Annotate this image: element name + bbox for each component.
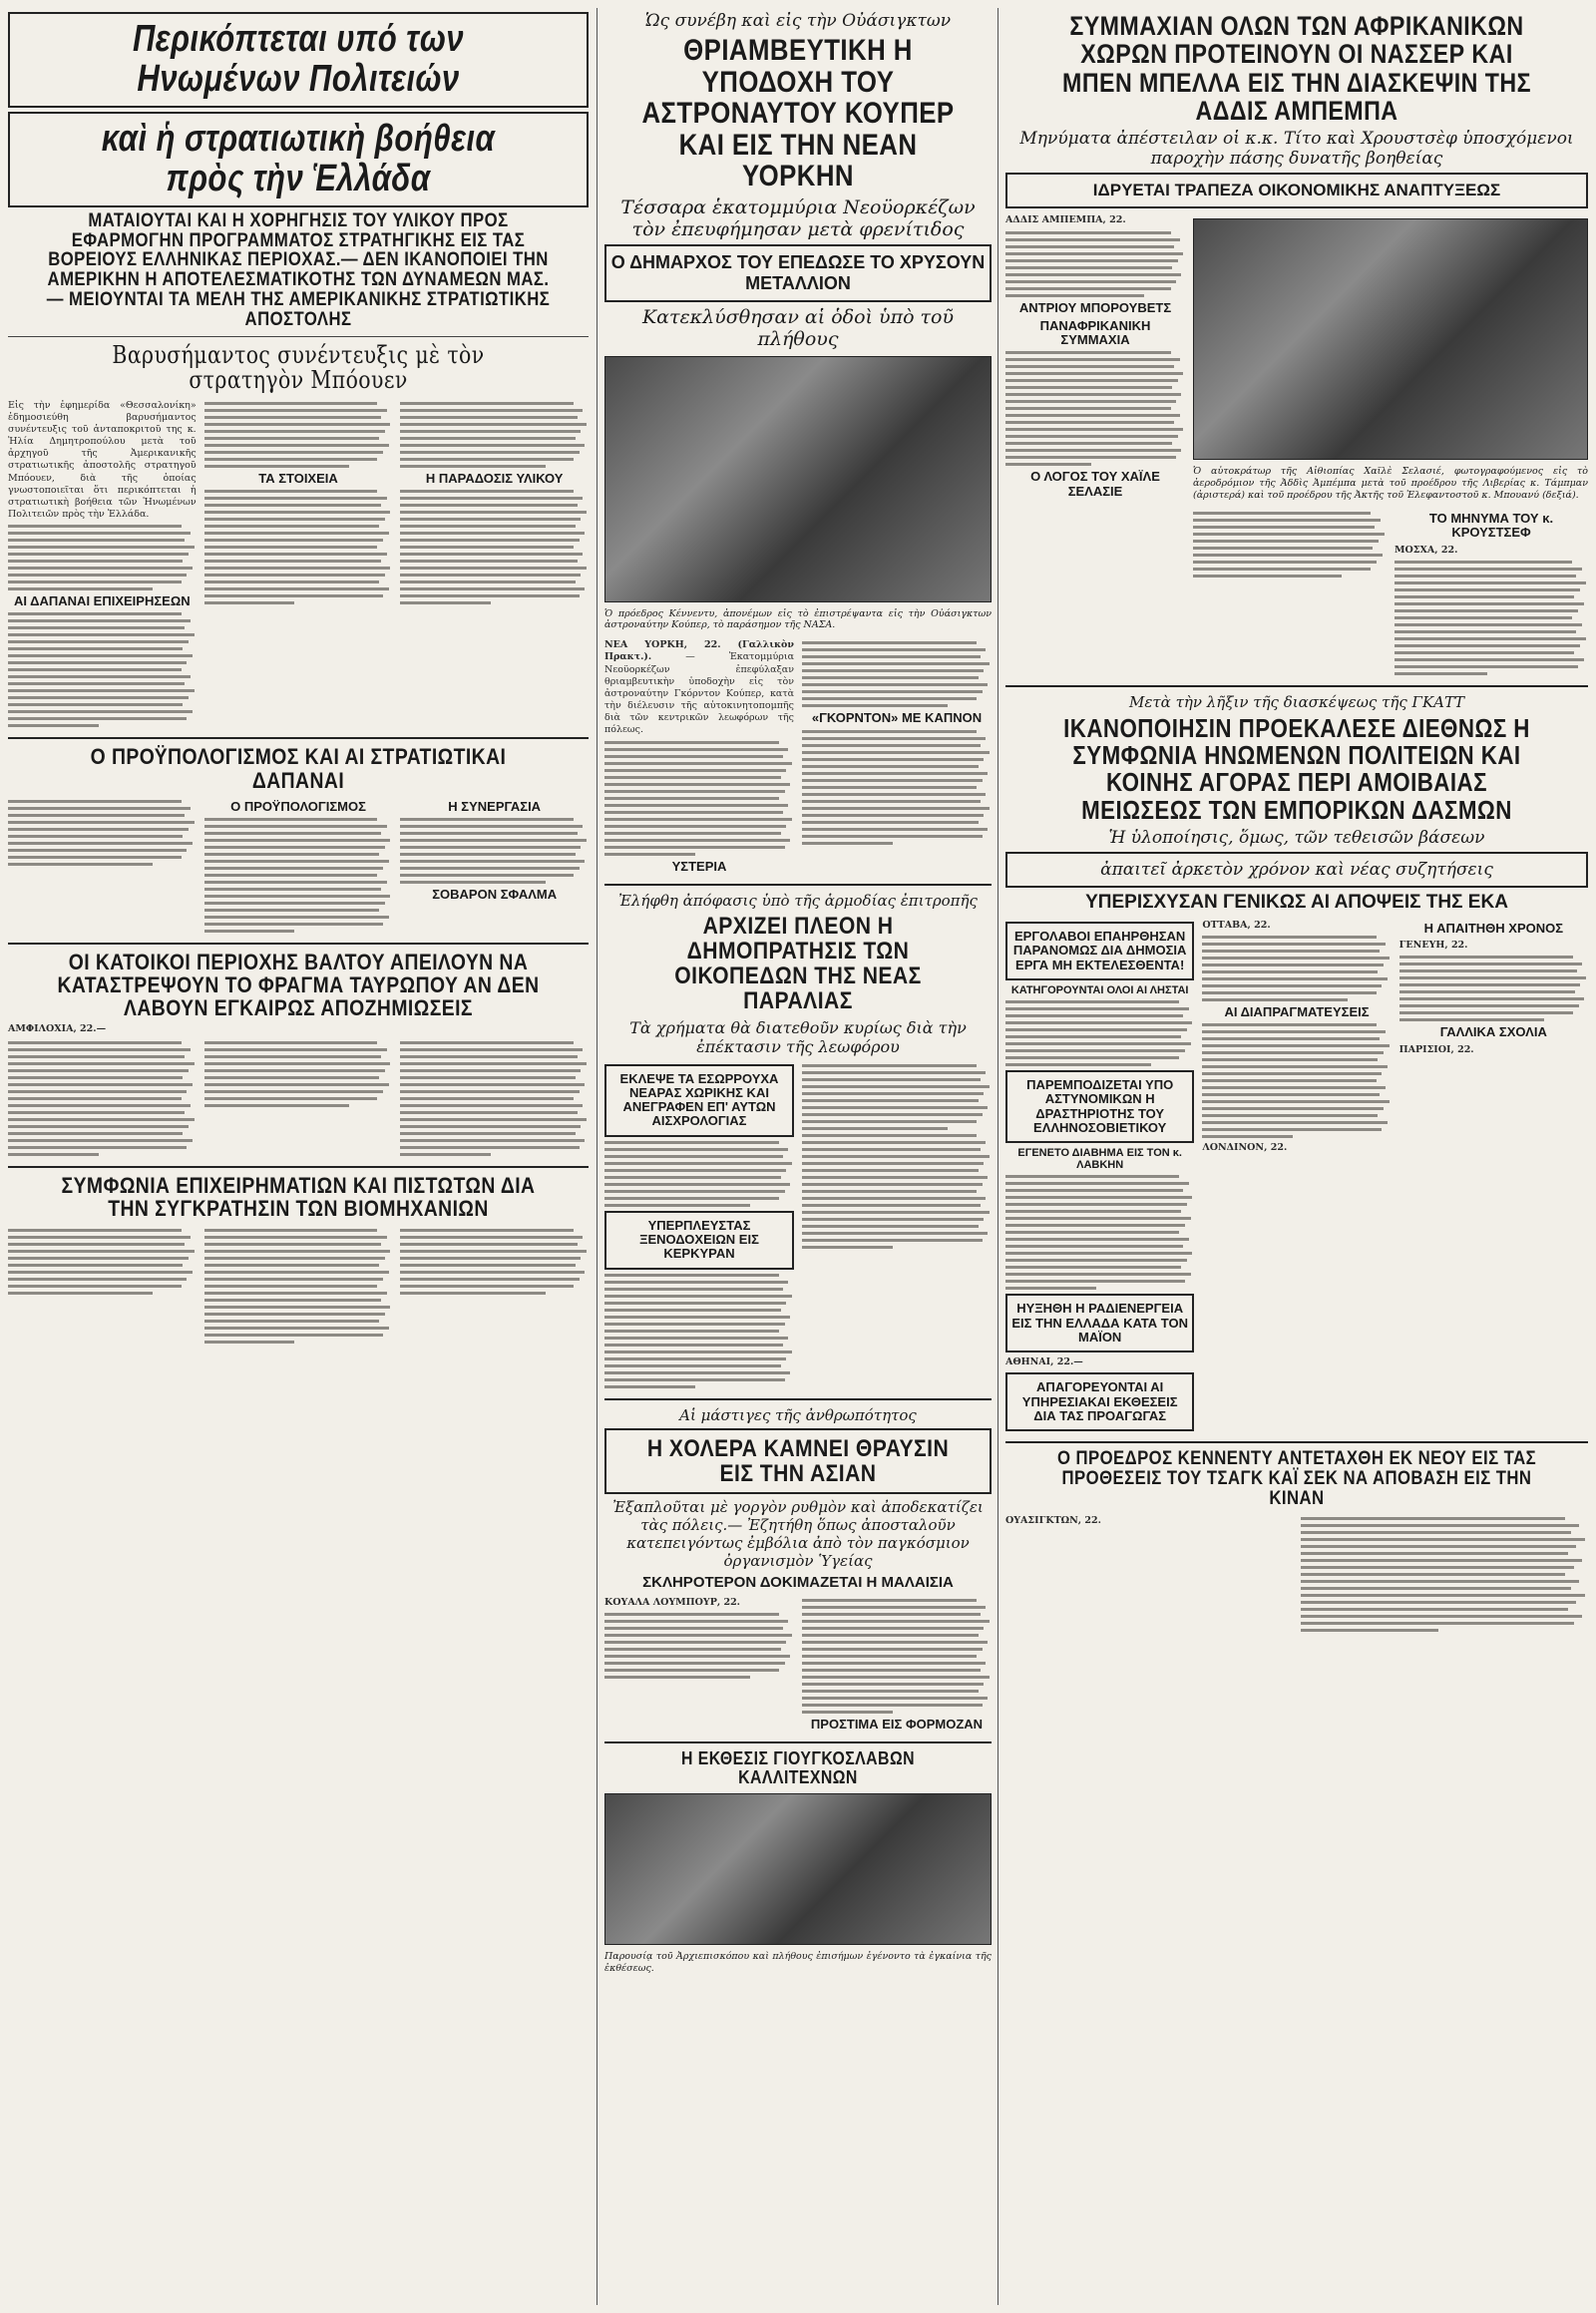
africa-headline: ΣΥΜΜΑΧΙΑΝ ΟΛΩΝ ΤΩΝ ΑΦΡΙΚΑΝΙΚΩΝ ΧΩΡΩΝ ΠΡΟΤΕΙΝΟΥΝ ΟΙ ΝΑΣΣΕΡ ΚΑΙ ΜΠΕΝ ΜΠΕΛΛΑ ΕΙΣ ΤΗΝ ΔΙΑΣΚΕΨΙΝ ΤΗΣ ΑΔΔΙΣ ΑΜΠΕΜΠΑ — [1062, 11, 1531, 127]
main-headline-box-2 — [8, 112, 589, 207]
section-head: Ο ΠΡΟΫΠΟΛΟΓΙΣΜΟΣ — [230, 798, 366, 814]
section-head: ΤΑ ΣΤΟΙΧΕΙΑ — [258, 470, 338, 486]
athens-dateline: ΑΘΗΝΑΙ, 22.— — [1005, 1356, 1083, 1368]
valtos-dateline: ΑΜΦΙΛΟΧΙΑ, 22.— — [8, 1023, 107, 1035]
article-body-filler — [400, 402, 589, 468]
article-body-filler — [604, 1613, 794, 1679]
article-body-filler — [8, 525, 197, 590]
section-head: ΑΝΤΡΙΟΥ ΜΠΟΡΟΥΒΕΤΣ — [1018, 299, 1172, 315]
article-body-filler — [604, 1141, 794, 1207]
section-head: ΕΓΕΝΕΤΟ ΔΙΑΒΗΜΑ ΕΙΣ ΤΟΝ κ. ΛΑΒΚΗΝ — [1017, 1147, 1182, 1172]
article-body-filler — [1005, 351, 1185, 466]
article-body-filler — [802, 1134, 992, 1249]
gatt-kicker: Μετὰ τὴν λῆξιν τῆς διασκέψεως τῆς ΓΚΑΤΤ — [1128, 692, 1465, 711]
cholera-sub: Ἐξαπλοῦται μὲ γοργὸν ρυθμὸν καὶ ἀποδεκατίζει τὰς πόλεις.— Ἐζητήθη ὅπως ἀποσταλοῦν κατεπειγόντως ἐμβόλια ἀπὸ τὸν παγκόσμιον ὀργανισμὸν Ὑγείας — [612, 1498, 984, 1570]
box-headline: ΥΠΕΡΠΛΕΥΣΤΑΣ ΞΕΝΟΔΟΧΕΙΩΝ ΕΙΣ ΚΕΡΚΥΡΑΝ — [639, 1217, 759, 1262]
divider — [8, 737, 589, 739]
box-headline: ΑΠΑΓΟΡΕΥΟΝΤΑΙ ΑΙ ΥΠΗΡΕΣΙΑΚΑΙ ΕΚΘΕΣΕΙΣ ΔΙΑ ΤΑΣ ΠΡΟΑΓΩΓΑΣ — [1021, 1379, 1178, 1423]
section-head: ΚΑΤΗΓΟΡΟΥΝΤΑΙ ΟΛΟΙ ΑΙ ΛΗΣΤΑΙ — [1010, 983, 1189, 996]
cooper-sub2: Ο ΔΗΜΑΡΧΟΣ ΤΟΥ ΕΠΕΔΩΣΕ ΤΟ ΧΡΥΣΟΥΝ ΜΕΤΑΛΛΙΟΝ — [610, 251, 986, 293]
exhibit-headline: Η ΕΚΘΕΣΙΣ ΓΙΟΥΓΚΟΣΛΑΒΩΝ ΚΑΛΛΙΤΕΧΝΩΝ — [681, 1748, 915, 1788]
divider — [604, 884, 992, 886]
section-head: ΤΟ ΜΗΝΥΜΑ ΤΟΥ κ. ΚΡΟΥΣΤΣΕΦ — [1428, 511, 1554, 541]
main-headline-line2: καὶ ἡ στρατιωτικὴ βοήθεια πρὸς τὴν Ἑλλάδα — [101, 117, 496, 199]
article-body-filler — [8, 1229, 197, 1295]
article-body-filler — [8, 612, 197, 727]
section-head: «ΓΚΟΡΝΤΟΝ» ΜΕ ΚΑΠΝΟΝ — [811, 710, 983, 726]
africa-sub2: ΙΔΡΥΕΤΑΙ ΤΡΑΠΕΖΑ ΟΙΚΟΝΟΜΙΚΗΣ ΑΝΑΠΤΥΞΕΩΣ — [1092, 181, 1501, 200]
section-head: Η ΑΠΑΙΤΗΘΗ ΧΡΟΝΟΣ — [1423, 920, 1564, 936]
selassie-caption: Ὁ αὐτοκράτωρ τῆς Αἰθιοπίας Χαϊλὲ Σελασιέ, φωτογραφούμενος εἰς τὸ ἀεροδρόμιον τῆς Ἀδδὶς Ἀμπέμπα μετὰ τοῦ προέδρου τῆς Λιβερίας κ. Τάμπμαν (ἀριστερά) καὶ τοῦ προέδρου τῆς Ἀκτῆς τοῦ Ἐλεφαντοστοῦ κ. Μπουανύ (δεξιά). — [1193, 466, 1588, 502]
section-head: Η ΣΥΝΕΡΓΑΣΙΑ — [448, 798, 542, 814]
moscow-dateline: ΜΟΣΧΑ, 22. — [1395, 544, 1458, 556]
section-head: ΥΣΤΕΡΙΑ — [671, 858, 727, 874]
section-head: ΠΑΝΑΦΡΙΚΑΝΙΚΗ ΣΥΜΜΑΧΙΑ — [1039, 317, 1151, 348]
article-body-filler — [204, 1229, 393, 1344]
gatt-sub3: ΥΠΕΡΙΣΧΥΣΑΝ ΓΕΝΙΚΩΣ ΑΙ ΑΠΟΨΕΙΣ ΤΗΣ ΕΚΑ — [1085, 891, 1508, 913]
article-body-filler — [1005, 1000, 1194, 1066]
article-body-filler — [604, 1274, 794, 1388]
divider — [1005, 1441, 1588, 1443]
section-head: Η ΠΑΡΑΔΟΣΙΣ ΥΛΙΚΟΥ — [425, 470, 564, 486]
main-headline-box — [8, 12, 589, 108]
ottawa-dateline: ΟΤΤΑΒΑ, 22. — [1202, 919, 1271, 931]
africa-subcolumns — [1193, 508, 1588, 679]
article-body-filler — [1202, 1023, 1391, 1138]
kennedy-dateline: ΟΥΑΣΙΓΚΤΩΝ, 22. — [1005, 1515, 1101, 1527]
article-body-filler — [204, 818, 393, 933]
africa-columns — [1005, 212, 1588, 678]
article-body-filler — [1193, 512, 1387, 578]
kennedy-headline: Ο ΠΡΟΕΔΡΟΣ ΚΕΝΝΕΝΤΥ ΑΝΤΕΤΑΧΘΗ ΕΚ ΝΕΟΥ ΕΙΣ ΤΑΣ ΠΡΟΘΕΣΕΙΣ ΤΟΥ ΤΣΑΓΚ ΚΑΪ ΣΕΚ ΝΑ ΑΠΟΒΑΣΗ ΕΙΣ ΤΗΝ ΚΙΝΑΝ — [1056, 1448, 1537, 1510]
column-middle — [604, 8, 992, 1981]
section-head: ΣΟΒΑΡΟΝ ΣΦΑΛΜΑ — [432, 886, 558, 902]
budget-columns — [8, 796, 589, 937]
cooper-columns — [604, 637, 992, 878]
budget-headline: Ο ΠΡΟΫΠΟΛΟΓΙΣΜΟΣ ΚΑΙ ΑΙ ΣΤΡΑΤΙΩΤΙΚΑΙ ΔΑΠΑΝΑΙ — [90, 744, 507, 793]
section-head: ΓΑΛΛΙΚΑ ΣΧΟΛΙΑ — [1439, 1024, 1547, 1040]
exhibit-photo — [604, 1793, 992, 1945]
gatt-headline: ΙΚΑΝΟΠΟΙΗΣΙΝ ΠΡΟΕΚΑΛΕΣΕ ΔΙΕΘΝΩΣ Η ΣΥΜΦΩΝΙΑ ΗΝΩΜΕΝΩΝ ΠΟΛΙΤΕΙΩΝ ΚΑΙ ΚΟΙΝΗΣ ΑΓΟΡΑΣ ΠΕΡΙ ΑΜΟΙΒΑΙΑΣ ΜΕΙΩΣΕΩΣ ΤΩΝ ΕΜΠΟΡΙΚΩΝ ΔΑΣΜΩΝ — [1063, 712, 1530, 825]
article-body-filler — [802, 730, 992, 845]
article-body-filler — [400, 490, 589, 604]
section-head: ΑΙ ΔΑΠΑΝΑΙ ΕΠΙΧΕΙΡΗΣΕΩΝ — [14, 593, 191, 609]
divider — [8, 943, 589, 945]
cooper-body: ΝΕΑ ΥΟΡΚΗ, 22. (Γαλλικὸν Πρακτ.). — Ἑκατομμύρια Νεοϋορκέζων ἐπεφύλαξαν θριαμβευτικὴν ὑποδοχὴν εἰς τὸν ἀστροναύτην Γκόρντον Κούπερ, κατὰ τὴν διέλευσιν τῆς αὐτοκινητοπομπῆς διὰ τῶν κεντρικῶν λεωφόρων τῆς πόλεως. — [604, 639, 794, 736]
cholera-headline: Η ΧΟΛΕΡΑ ΚΑΜΝΕΙ ΘΡΑΥΣΙΝ ΕΙΣ ΤΗΝ ΑΣΙΑΝ — [646, 1434, 950, 1487]
column-right — [1005, 8, 1588, 1636]
valtos-headline: ΟΙ ΚΑΤΟΙΚΟΙ ΠΕΡΙΟΧΗΣ ΒΑΛΤΟΥ ΑΠΕΙΛΟΥΝ ΝΑ ΚΑΤΑΣΤΡΕΨΟΥΝ ΤΟ ΦΡΑΓΜΑ ΤΑΥΡΩΠΟΥ ΑΝ ΔΕΝ ΛΑΒΟΥΝ ΕΓΚΑΙΡΩΣ ΑΠΟΖΗΜΙΩΣΕΙΣ — [57, 949, 540, 1021]
section-head: ΠΡΟΣΤΙΜΑ ΕΙΣ ΦΟΡΜΟΖΑΝ — [810, 1717, 984, 1732]
main-subhead: ΜΑΤΑΙΟΥΤΑΙ ΚΑΙ Η ΧΟΡΗΓΗΣΙΣ ΤΟΥ ΥΛΙΚΟΥ ΠΡΟΣ ΕΦΑΡΜΟΓΗΝ ΠΡΟΓΡΑΜΜΑΤΟΣ ΣΤΡΑΤΗΓΙΚΗΣ ΕΙΣ ΤΑΣ ΒΟΡΕΙΟΥΣ ΕΛΛΗΝΙΚΑΣ ΠΕΡΙΟΧΑΣ.— ΔΕΝ ΙΚΑΝΟΠΟΙΕΙ ΤΗΝ ΑΜΕΡΙΚΗΝ Η ΑΠΟΤΕΛΕΣΜΑΤΙΚΟΤΗΣ ΤΩΝ ΔΥΝΑΜΕΩΝ ΜΑΣ.— ΜΕΙΟΥΝΤΑΙ ΤΑ ΜΕΛΗ ΤΗΣ ΑΜΕΡΙΚΑΝΙΚΗΣ ΣΤΡΑΤΙΩΤΙΚΗΣ ΑΠΟΣΤΟΛΗΣ — [46, 209, 551, 331]
divider — [604, 1398, 992, 1400]
article-body-filler — [1399, 956, 1588, 1021]
article-body-filler — [604, 741, 794, 856]
industry-columns — [8, 1225, 589, 1348]
article-body-filler — [1202, 936, 1391, 1001]
cholera-kicker: Αἱ μάστιγες τῆς ἀνθρωπότητος — [679, 1405, 917, 1424]
coast-columns — [604, 1060, 992, 1392]
box-headline: ΕΡΓΟΛΑΒΟΙ ΕΠΑΗΡΘΗΣΑΝ ΠΑΡΑΝΟΜΩΣ ΔΙΑ ΔΗΜΟΣΙΑ ΕΡΓΑ ΜΗ ΕΚΤΕΛΕΣΘΕΝΤΑ! — [1012, 928, 1187, 972]
divider — [1005, 685, 1588, 687]
article-body-filler — [400, 1229, 589, 1295]
interview-headline: Βαρυσήμαντος συνέντευξις μὲ τὸν στρατηγὸν Μπόουεν — [112, 341, 485, 395]
photo-caption: Ὁ πρόεδρος Κέννεντυ, ἀπονέμων εἰς τὸ ἐπιστρέψαντα εἰς τὴν Οὐάσιγκτων ἀστροναύτην Κούπερ, τὸ παράσημον τῆς ΝΑΣΑ. — [604, 607, 992, 631]
kennedy-cooper-photo — [604, 356, 992, 602]
gatt-sub1: Ἡ ὑλοποίησις, ὅμως, τῶν τεθεισῶν βάσεων — [1108, 827, 1485, 848]
article-body-filler — [204, 402, 393, 468]
article-body-filler — [204, 490, 393, 604]
article-body-filler — [802, 1064, 992, 1130]
box-headline: ΕΚΛΕΨΕ ΤΑ ΕΣΩΡΡΟΥΧΑ ΝΕΑΡΑΣ ΧΩΡΙΚΗΣ ΚΑΙ ΑΝΕΓΡΑΦΕΝ ΕΠ' ΑΥΤΩΝ ΑΙΣΧΡΟΛΟΓΙΑΣ — [619, 1070, 779, 1129]
london-dateline: ΛΟΝΔΙΝΟΝ, 22. — [1202, 1142, 1288, 1154]
cooper-headline: ΘΡΙΑΜΒΕΥΤΙΚΗ Η ΥΠΟΔΟΧΗ ΤΟΥ ΑΣΤΡΟΝΑΥΤΟΥ ΚΟΥΠΕΡ ΚΑΙ ΕΙΣ ΤΗΝ ΝΕΑΝ ΥΟΡΚΗΝ — [641, 34, 955, 193]
article-body-filler — [8, 800, 197, 866]
coast-sub: Τὰ χρήματα θὰ διατεθοῦν κυρίως διὰ τὴν ἐπέκτασιν τῆς λεωφόρου — [629, 1017, 967, 1056]
section-head: Ο ΛΟΓΟΣ ΤΟΥ ΧΑΪΛΕ ΣΕΛΑΣΙΕ — [1030, 469, 1160, 499]
cholera-body: ΚΟΥΑΛΑ ΛΟΥΜΠΟΥΡ, 22. — [604, 1597, 740, 1608]
geneva-dateline: ΓΕΝΕΥΗ, 22. — [1398, 940, 1468, 952]
cooper-sub1: Τέσσαρα ἑκατομμύρια Νεοϋορκέζων τὸν ἐπευφήμησαν μετὰ φρενίτιδος — [620, 195, 976, 240]
article-body-filler — [802, 641, 992, 707]
divider — [8, 1166, 589, 1168]
africa-body: ΑΔΔΙΣ ΑΜΠΕΜΠΑ, 22. — [1005, 214, 1126, 226]
divider — [604, 1741, 992, 1743]
article-body-filler — [1005, 231, 1185, 297]
gatt-columns — [1005, 918, 1588, 1435]
article-body-filler — [204, 1041, 393, 1107]
article-body-filler — [802, 1599, 992, 1714]
section-head: ΑΙ ΔΙΑΠΡΑΓΜΑΤΕΥΣΕΙΣ — [1224, 1004, 1370, 1020]
industry-headline: ΣΥΜΦΩΝΙΑ ΕΠΙΧΕΙΡΗΜΑΤΙΩΝ ΚΑΙ ΠΙΣΤΩΤΩΝ ΔΙΑ ΤΗΝ ΣΥΓΚΡΑΤΗΣΙΝ ΤΩΝ ΒΙΟΜΗΧΑΝΙΩΝ — [61, 1173, 536, 1222]
coast-kicker: Ἐλήφθη ἀπόφασις ὑπὸ τῆς ἁρμοδίας ἐπιτροπῆς — [618, 891, 978, 910]
article-body: Εἰς τὴν ἐφημερίδα «Θεσσαλονίκη» ἐδημοσιεύθη βαρυσήμαντος συνέντευξις τοῦ ἀνταποκριτοῦ της κ. Ἠλία Δημητροπούλου μετὰ τοῦ ἀρχηγοῦ τῆς Ἀμερικανικῆς στρατιωτικῆς ἀποστολῆς στρατηγοῦ Μπόουεν, διὰ τῆς ὁποίας γνωστοποιεῖται ὅτι περικόπτεται ἡ στρατιωτικὴ βοήθεια τῶν Ἡνωμένων Πολιτειῶν πρὸς τὴν Ἑλλάδα. — [8, 399, 197, 520]
article-body-filler — [8, 1041, 197, 1156]
article-columns — [8, 398, 589, 732]
article-body-filler — [1301, 1517, 1588, 1632]
exhibit-caption: Παρουσίᾳ τοῦ Ἀρχιεπισκόπου καὶ πλήθους ἐπισήμων ἐγένοντο τὰ ἐγκαίνια τῆς ἐκθέσεως. — [604, 1951, 992, 1974]
selassie-photo — [1193, 218, 1588, 460]
box-headline: ΠΑΡΕΜΠΟΔΙΖΕΤΑΙ ΥΠΟ ΑΣΤΥΝΟΜΙΚΩΝ Η ΔΡΑΣΤΗΡΙΟΤΗΣ ΤΟΥ ΕΛΛΗΝΟΣΟΒΙΕΤΙΚΟΥ — [1026, 1076, 1174, 1135]
box-headline: ΗΥΞΗΘΗ Η ΡΑΔΙΕΝΕΡΓΕΙΑ ΕΙΣ ΤΗΝ ΕΛΛΑΔΑ ΚΑΤΑ ΤΟΝ ΜΑΪΟΝ — [1011, 1301, 1188, 1345]
valtos-columns — [8, 1037, 589, 1160]
divider — [8, 336, 589, 337]
cooper-sub3: Κατεκλύσθησαν αἱ ὁδοὶ ὑπὸ τοῦ πλήθους — [641, 305, 955, 350]
article-body-filler — [1005, 1175, 1194, 1290]
column-left — [8, 8, 589, 1348]
gatt-sub2: ἀπαιτεῖ ἀρκετὸν χρόνον καὶ νέας συζητήσεις — [1100, 859, 1493, 880]
kennedy-columns — [1005, 1513, 1588, 1636]
cholera-columns — [604, 1595, 992, 1735]
article-body-filler — [1395, 561, 1588, 675]
paris-dateline: ΠΑΡΙΣΙΟΙ, 22. — [1398, 1043, 1474, 1055]
cooper-kicker: Ὡς συνέβη καὶ εἰς τὴν Οὐάσιγκτων — [644, 11, 952, 31]
article-body-filler — [400, 1041, 589, 1156]
africa-sub1: Μηνύματα ἀπέστειλαν οἱ κ.κ. Τίτο καὶ Χρουστσὲφ ὑποσχόμενοι παροχὴν πάσης δυνατῆς βοηθείας — [1019, 129, 1574, 170]
cholera-sub2: ΣΚΛΗΡΟΤΕΡΟΝ ΔΟΚΙΜΑΖΕΤΑΙ Η ΜΑΛΑΙΣΙΑ — [642, 1574, 954, 1591]
coast-headline: ΑΡΧΙΖΕΙ ΠΛΕΟΝ Η ΔΗΜΟΠΡΑΤΗΣΙΣ ΤΩΝ ΟΙΚΟΠΕΔΩΝ ΤΗΣ ΝΕΑΣ ΠΑΡΑΛΙΑΣ — [674, 912, 922, 1015]
main-headline-line1: Περικόπτεται υπό των Ηνωμένων Πολιτειών — [133, 18, 464, 100]
article-body-filler — [400, 818, 589, 884]
column-rule — [597, 8, 598, 2305]
